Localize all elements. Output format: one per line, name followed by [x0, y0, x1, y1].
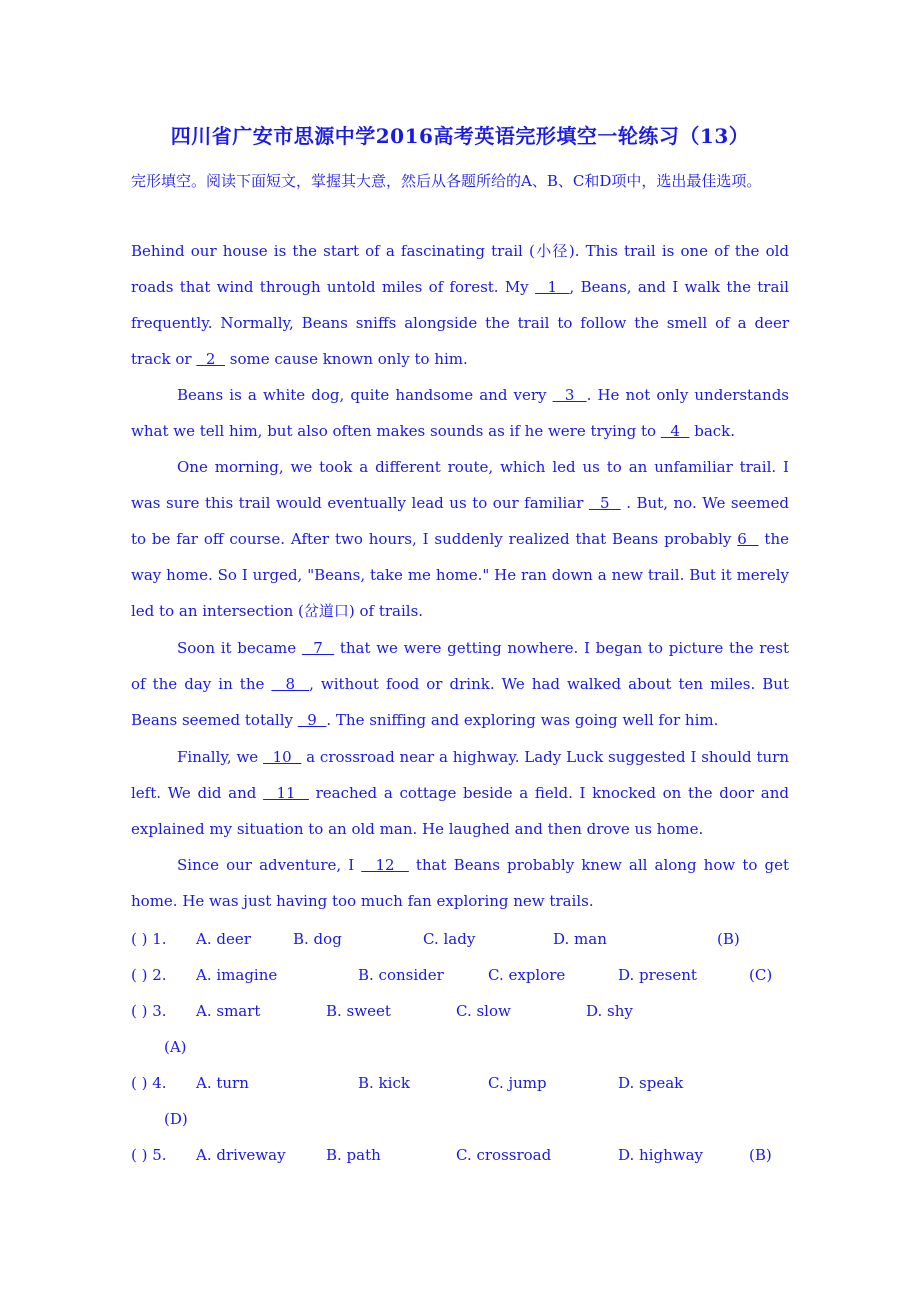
question-prefix: ( ) 4. — [131, 1074, 167, 1092]
passage-paragraph-3: One morning, we took a different route, which led us to an unfamiliar trail. I was sure this trail would eventually lead us to our familiar 5 . But, no. We seemed to be far off course. After two hours, I suddenly realized that Beans probably 6 the way home. So I urged, "Beans, take me home." He ran down a new trail. But it merely led to an intersection (岔道口) of trails. — [131, 458, 790, 620]
option-c: C. jump — [488, 1074, 547, 1092]
blank: 2 — [196, 350, 225, 368]
question-prefix: ( ) 5. — [131, 1146, 167, 1164]
option-c: C. slow — [456, 1002, 511, 1020]
blank: 9 — [297, 711, 327, 729]
blank: 1 — [534, 278, 570, 296]
option-c: C. crossroad — [456, 1146, 552, 1164]
blank: 3 — [552, 386, 587, 404]
answer-key: (B) — [749, 1146, 772, 1164]
answer-key: (A) — [164, 1038, 187, 1056]
option-b: B. kick — [358, 1074, 410, 1092]
blank: 12 — [361, 856, 409, 874]
option-b: B. path — [326, 1146, 381, 1164]
option-a: A. deer — [196, 930, 251, 948]
option-d: D. speak — [618, 1074, 684, 1092]
instructions: 完形填空。阅读下面短文，掌握其大意，然后从各题所给的A、B、C和D项中，选出最佳选项。 — [131, 172, 762, 190]
option-a: A. smart — [196, 1002, 261, 1020]
blank: 5 — [588, 494, 621, 512]
passage-paragraph-6: Since our adventure, I 12 that Beans probably knew all along how to get home. He was just having too much fan exploring new trails. — [131, 856, 789, 910]
blank: 6 — [737, 530, 759, 548]
passage-paragraph-1: Behind our house is the start of a fascinating trail (小径). This trail is one of the old roads that wind through untold miles of forest. My 1 , Beans, and I walk the trail frequently. Normally, Beans sniffs alongside the trail to follow the smell of a deer track or 2 some cause known only to him. — [131, 242, 789, 368]
option-b: B. dog — [293, 930, 342, 948]
blank: 7 — [301, 639, 335, 657]
option-b: B. sweet — [326, 1002, 391, 1020]
passage-paragraph-2: Beans is a white dog, quite handsome and very 3 . He not only understands what we tell him, but also often makes sounds as if he were trying to 4 back. — [131, 386, 789, 440]
option-a: A. turn — [196, 1074, 249, 1092]
blank: 11 — [263, 784, 309, 802]
document-title: 四川省广安市思源中学2016高考英语完形填空一轮练习（13） — [170, 124, 750, 148]
question-prefix: ( ) 2. — [131, 966, 167, 984]
question-prefix: ( ) 1. — [131, 930, 167, 948]
answer-key: (D) — [164, 1110, 188, 1128]
question-prefix: ( ) 3. — [131, 1002, 167, 1020]
blank: 4 — [660, 422, 690, 440]
option-a: A. driveway — [196, 1146, 286, 1164]
answer-key: (B) — [717, 930, 740, 948]
option-d: D. present — [618, 966, 697, 984]
blank: 10 — [263, 748, 302, 766]
option-c: C. lady — [423, 930, 476, 948]
option-d: D. shy — [586, 1002, 633, 1020]
blank: 8 — [271, 675, 310, 693]
option-b: B. consider — [358, 966, 444, 984]
answer-key: (C) — [749, 966, 773, 984]
passage-paragraph-4: Soon it became 7 that we were getting nowhere. I began to picture the rest of the day in the 8 , without food or drink. We had walked about ten miles. But Beans seemed totally 9 . The sniffing and exploring was going well for him. — [131, 639, 789, 729]
option-d: D. man — [553, 930, 607, 948]
option-c: C. explore — [488, 966, 566, 984]
passage-paragraph-5: Finally, we 10 a crossroad near a highway. Lady Luck suggested I should turn left. We did and 11 reached a cottage beside a field. I knocked on the door and explained my situation to an old man. He laughed and then drove us home. — [131, 748, 789, 838]
option-a: A. imagine — [196, 966, 278, 984]
option-d: D. highway — [618, 1146, 704, 1164]
